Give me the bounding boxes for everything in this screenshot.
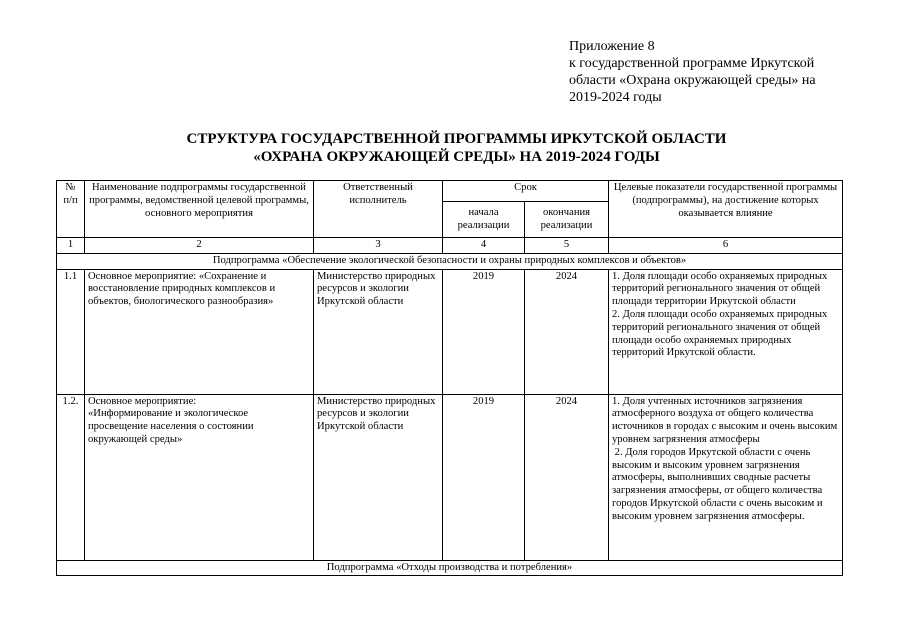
indicator-item: 1. Доля учтенных источников загрязнения атмосферного воздуха от общего количества источников в городах с высоким и очень высоким уровнем загрязнения атмосферы — [612, 395, 838, 445]
row-start: 2019 — [443, 394, 525, 560]
row-name-line: Основное мероприятие: — [88, 395, 197, 407]
table-row — [57, 269, 843, 394]
title-line: СТРУКТУРА ГОСУДАРСТВЕННОЙ ПРОГРАММЫ ИРКУТСКОЙ ОБЛАСТИ — [186, 131, 727, 147]
header-end: окончания реализации — [525, 202, 609, 238]
row-num: 1.1 — [57, 269, 85, 394]
row-indicators — [609, 394, 843, 560]
row-end: 2024 — [525, 394, 609, 560]
header-num: № п/п — [57, 181, 85, 238]
subprogram-row — [57, 560, 843, 576]
header-row — [57, 181, 843, 202]
row-name-line: «Информирование и экологическое просвещение населения о состоянии окружающей среды» — [88, 408, 254, 445]
row-end: 2024 — [525, 269, 609, 394]
col-number: 2 — [85, 238, 314, 254]
col-number: 5 — [525, 238, 609, 254]
row-name — [85, 394, 314, 560]
document-title — [0, 130, 905, 166]
header-responsible: Ответственный исполнитель — [314, 181, 443, 238]
appendix-line: Приложение 8 — [569, 39, 655, 54]
subprogram-title: Подпрограмма «Обеспечение экологической безопасности и охраны природных комплексов и объектов» — [57, 253, 843, 269]
row-indicators — [609, 269, 843, 394]
appendix-line: области «Охрана окружающей среды» на — [569, 73, 816, 88]
subprogram-title: Подпрограмма «Отходы производства и потребления» — [57, 560, 843, 576]
title-line: «ОХРАНА ОКРУЖАЮЩЕЙ СРЕДЫ» НА 2019-2024 ГОДЫ — [253, 149, 660, 165]
column-numbers-row — [57, 238, 843, 254]
subprogram-row — [57, 253, 843, 269]
table-row — [57, 394, 843, 560]
program-structure-table — [56, 180, 843, 576]
row-responsible: Министерство природных ресурсов и экологии Иркутской области — [314, 394, 443, 560]
row-start: 2019 — [443, 269, 525, 394]
row-name: Основное мероприятие: «Сохранение и восстановление природных комплексов и объектов, биологического разнообразия» — [85, 269, 314, 394]
col-number: 1 — [57, 238, 85, 254]
indicator-item: 2. Доля городов Иркутской области с очень высоким и высоким уровнем загрязнения атмосферы, выполнивших сводные расчеты загрязнения атмосферы, от общего количества городов Иркутской области с очень высоким и высоким уровнем загрязнения атмосферы. — [612, 446, 826, 522]
header-name: Наименование подпрограммы государственной программы, ведомственной целевой программы, основного мероприятия — [85, 181, 314, 238]
row-num: 1.2. — [57, 394, 85, 560]
indicator-item: 2. Доля площади особо охраняемых природных территорий регионального значения от общей площади особо охраняемых природных территорий Иркутской области. — [612, 308, 828, 359]
appendix-line: 2019-2024 годы — [569, 90, 662, 105]
row-responsible: Министерство природных ресурсов и экологии Иркутской области — [314, 269, 443, 394]
col-number: 6 — [609, 238, 843, 254]
col-number: 4 — [443, 238, 525, 254]
indicator-item: 1. Доля площади особо охраняемых природных территорий регионального значения от общей площади территории Иркутской области — [612, 270, 828, 308]
header-start: начала реализации — [443, 202, 525, 238]
header-indicators: Целевые показатели государственной программы (подпрограммы), на достижение которых оказывается влияние — [609, 181, 843, 238]
header-term: Срок — [443, 181, 609, 202]
appendix-line: к государственной программе Иркутской — [569, 56, 815, 71]
appendix-note — [569, 38, 889, 106]
col-number: 3 — [314, 238, 443, 254]
